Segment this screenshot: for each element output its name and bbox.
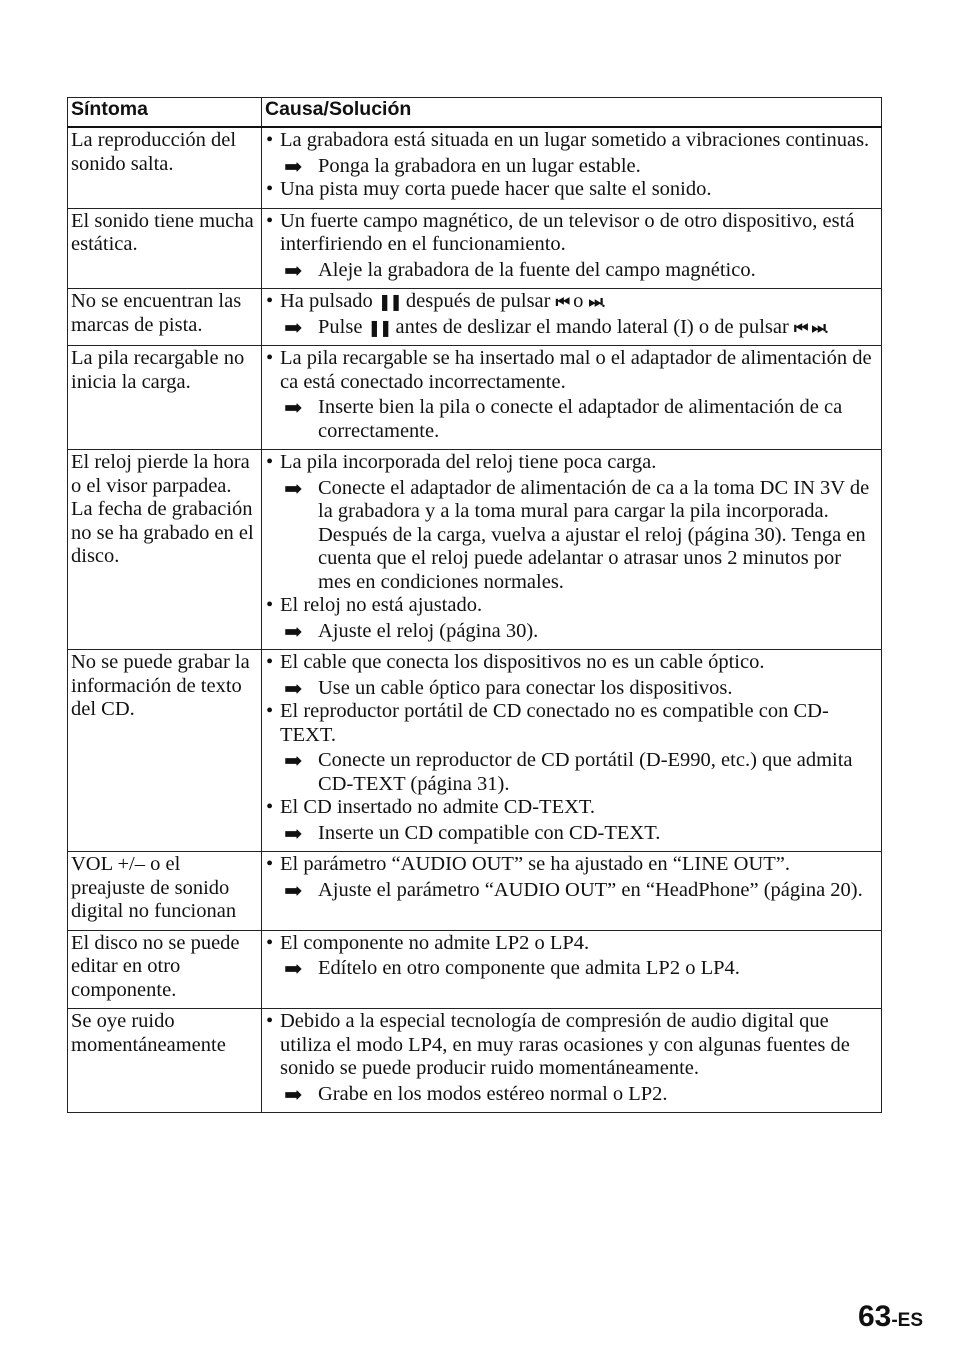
prev-icon: ⏮ bbox=[555, 292, 569, 311]
arrow-right-icon: ➡ bbox=[284, 475, 303, 501]
item-text: . bbox=[823, 315, 830, 338]
item-text: después de pulsar bbox=[400, 290, 556, 312]
cause-item bbox=[266, 178, 875, 202]
item-text: . bbox=[600, 290, 607, 312]
symptom-text: El disco no se puede editar en otro componente. bbox=[71, 931, 240, 1001]
cause-item bbox=[266, 129, 875, 153]
next-icon: ⏭ bbox=[811, 317, 824, 337]
cause-item bbox=[266, 451, 875, 475]
pause-icon: ❚❚ bbox=[377, 292, 401, 311]
bullet-icon: • bbox=[266, 651, 274, 673]
symptom-text: Se oye ruido momentáneamente bbox=[71, 1010, 226, 1056]
symptom-text: El sonido tiene mucha estática. bbox=[71, 209, 254, 255]
arrow-right-icon: ➡ bbox=[284, 314, 303, 340]
cause-solution-cell bbox=[262, 127, 882, 208]
header-symptom: Síntoma bbox=[68, 98, 262, 128]
solution-item bbox=[266, 957, 875, 981]
solution-item bbox=[266, 477, 875, 595]
solution-item bbox=[266, 620, 875, 644]
arrow-right-icon: ➡ bbox=[284, 153, 303, 179]
symptom-text: VOL +/– o el preajuste de sonido digital no funcionan bbox=[71, 853, 237, 922]
item-text: o bbox=[568, 290, 589, 312]
symptom-text: No se puede grabar la información de texto del CD. bbox=[71, 651, 250, 720]
cause-solution-cell bbox=[262, 208, 882, 289]
cause-item bbox=[266, 210, 875, 257]
bullet-icon: • bbox=[266, 1010, 274, 1032]
item-text: Grabe en los modos estéreo normal o LP2. bbox=[318, 1082, 668, 1105]
cause-solution-cell bbox=[262, 450, 882, 650]
symptom-text: No se encuentran las marcas de pista. bbox=[71, 290, 242, 336]
arrow-right-icon: ➡ bbox=[284, 1081, 303, 1107]
symptom-cell bbox=[68, 127, 262, 208]
item-text: El CD insertado no admite CD-TEXT. bbox=[280, 796, 596, 818]
solution-item bbox=[266, 822, 875, 846]
cause-item bbox=[266, 796, 875, 820]
table-row bbox=[68, 930, 882, 1009]
item-text: El cable que conecta los dispositivos no es un cable óptico. bbox=[280, 651, 765, 673]
bullet-icon: • bbox=[266, 209, 274, 232]
item-text: Inserte bien la pila o conecte el adaptador de alimentación de ca correctamente. bbox=[318, 396, 843, 442]
solution-item bbox=[266, 155, 875, 179]
bullet-icon: • bbox=[266, 594, 274, 616]
symptom-cell bbox=[68, 650, 262, 852]
symptom-cell bbox=[68, 450, 262, 650]
bullet-icon: • bbox=[266, 796, 274, 818]
item-text: Debido a la especial tecnología de compresión de audio digital que utiliza el modo LP4, en muy raras ocasiones y con algunas fuentes de sonido se puede producir ruido momentáneamente. bbox=[280, 1010, 850, 1079]
arrow-right-icon: ➡ bbox=[284, 877, 303, 903]
table-row bbox=[68, 450, 882, 650]
item-text: Conecte un reproductor de CD portátil (D-E990, etc.) que admita CD-TEXT (página 31). bbox=[318, 749, 853, 795]
item-text: Conecte el adaptador de alimentación de ca a la toma DC IN 3V de la grabadora y a la toma mural para cargar la pila incorporada. Después de la carga, vuelva a ajustar el reloj (página 30). Tenga en cuenta que el reloj puede adelantar o atrasar unos 2 minutos por mes en condiciones normales. bbox=[318, 476, 870, 593]
bullet-icon: • bbox=[266, 129, 274, 151]
header-cause-solution: Causa/Solución bbox=[262, 98, 882, 128]
prev-icon: ⏮ bbox=[793, 317, 807, 337]
symptom-cell bbox=[68, 208, 262, 289]
item-text: El parámetro “AUDIO OUT” se ha ajustado en “LINE OUT”. bbox=[280, 853, 791, 875]
cause-solution-cell bbox=[262, 346, 882, 450]
page-number bbox=[858, 1300, 923, 1334]
table-row bbox=[68, 289, 882, 346]
cause-solution-cell bbox=[262, 1009, 882, 1113]
cause-item bbox=[266, 594, 875, 618]
bullet-icon: • bbox=[266, 853, 274, 875]
arrow-right-icon: ➡ bbox=[284, 748, 303, 773]
item-text: La grabadora está situada en un lugar sometido a vibraciones continuas. bbox=[280, 129, 870, 151]
symptom-text: La pila recargable no inicia la carga. bbox=[71, 347, 245, 393]
solution-item bbox=[266, 316, 875, 340]
table-row bbox=[68, 208, 882, 289]
arrow-right-icon: ➡ bbox=[284, 618, 303, 644]
item-text: El reproductor portátil de CD conectado no es compatible con CD-TEXT. bbox=[280, 700, 829, 746]
troubleshooting-table bbox=[67, 97, 882, 1113]
next-icon: ⏭ bbox=[588, 292, 601, 311]
item-text: Edítelo en otro componente que admita LP2 o LP4. bbox=[318, 957, 740, 979]
item-text: La pila recargable se ha insertado mal o el adaptador de alimentación de ca está conectado incorrectamente. bbox=[280, 347, 872, 393]
solution-item bbox=[266, 677, 875, 701]
bullet-icon: • bbox=[266, 931, 274, 954]
item-text: Use un cable óptico para conectar los dispositivos. bbox=[318, 676, 733, 699]
item-text: El reloj no está ajustado. bbox=[280, 594, 483, 616]
item-text: Ha pulsado bbox=[280, 290, 378, 312]
cause-item bbox=[266, 347, 875, 394]
item-text: Una pista muy corta puede hacer que salte el sonido. bbox=[280, 178, 712, 200]
arrow-right-icon: ➡ bbox=[284, 257, 303, 283]
cause-solution-cell bbox=[262, 289, 882, 346]
item-text: Ponga la grabadora en un lugar estable. bbox=[318, 154, 641, 177]
cause-item bbox=[266, 853, 875, 877]
table-row bbox=[68, 346, 882, 450]
solution-item bbox=[266, 259, 875, 283]
cause-solution-cell bbox=[262, 650, 882, 852]
item-text: Un fuerte campo magnético, de un televisor o de otro dispositivo, está interfiriendo en el funcionamiento. bbox=[280, 209, 855, 255]
item-text: Ajuste el reloj (página 30). bbox=[318, 619, 539, 642]
table-header-row bbox=[68, 98, 882, 128]
symptom-cell bbox=[68, 289, 262, 346]
symptom-text: El reloj pierde la hora o el visor parpadea. bbox=[71, 451, 250, 497]
solution-item bbox=[266, 879, 875, 903]
solution-item bbox=[266, 1083, 875, 1107]
item-text: Pulse bbox=[318, 315, 368, 338]
symptom-cell bbox=[68, 346, 262, 450]
bullet-icon: • bbox=[266, 290, 274, 312]
bullet-icon: • bbox=[266, 700, 274, 722]
bullet-icon: • bbox=[266, 178, 274, 200]
table-row bbox=[68, 1009, 882, 1113]
item-text: Aleje la grabadora de la fuente del campo magnético. bbox=[318, 258, 756, 281]
bullet-icon: • bbox=[266, 451, 274, 473]
arrow-right-icon: ➡ bbox=[284, 395, 303, 420]
cause-item bbox=[266, 932, 875, 956]
cause-item bbox=[266, 700, 875, 747]
item-text: La pila incorporada del reloj tiene poca carga. bbox=[280, 451, 657, 473]
item-text: Ajuste el parámetro “AUDIO OUT” en “HeadPhone” (página 20). bbox=[318, 878, 863, 901]
item-text: El componente no admite LP2 o LP4. bbox=[280, 931, 590, 954]
arrow-right-icon: ➡ bbox=[284, 675, 303, 701]
symptom-text: La fecha de grabación no se ha grabado en el disco. bbox=[71, 498, 254, 567]
item-text: antes de deslizar el mando lateral (I) o de pulsar bbox=[390, 315, 794, 338]
symptom-cell bbox=[68, 930, 262, 1009]
cause-item bbox=[266, 651, 875, 675]
solution-item bbox=[266, 396, 875, 443]
item-text: Inserte un CD compatible con CD-TEXT. bbox=[318, 821, 661, 844]
table-row bbox=[68, 127, 882, 208]
cause-item bbox=[266, 1010, 875, 1081]
arrow-right-icon: ➡ bbox=[284, 820, 303, 846]
bullet-icon: • bbox=[266, 347, 274, 369]
symptom-cell bbox=[68, 1009, 262, 1113]
cause-solution-cell bbox=[262, 852, 882, 931]
cause-item bbox=[266, 290, 875, 314]
table-row bbox=[68, 650, 882, 852]
page-number-value: 63 bbox=[857, 1300, 892, 1333]
page-language-suffix: -ES bbox=[891, 1310, 923, 1331]
symptom-text: La reproducción del sonido salta. bbox=[71, 129, 237, 175]
symptom-cell bbox=[68, 852, 262, 931]
pause-icon: ❚❚ bbox=[367, 317, 391, 337]
solution-item bbox=[266, 749, 875, 796]
arrow-right-icon: ➡ bbox=[284, 956, 303, 981]
table-row bbox=[68, 852, 882, 931]
cause-solution-cell bbox=[262, 930, 882, 1009]
